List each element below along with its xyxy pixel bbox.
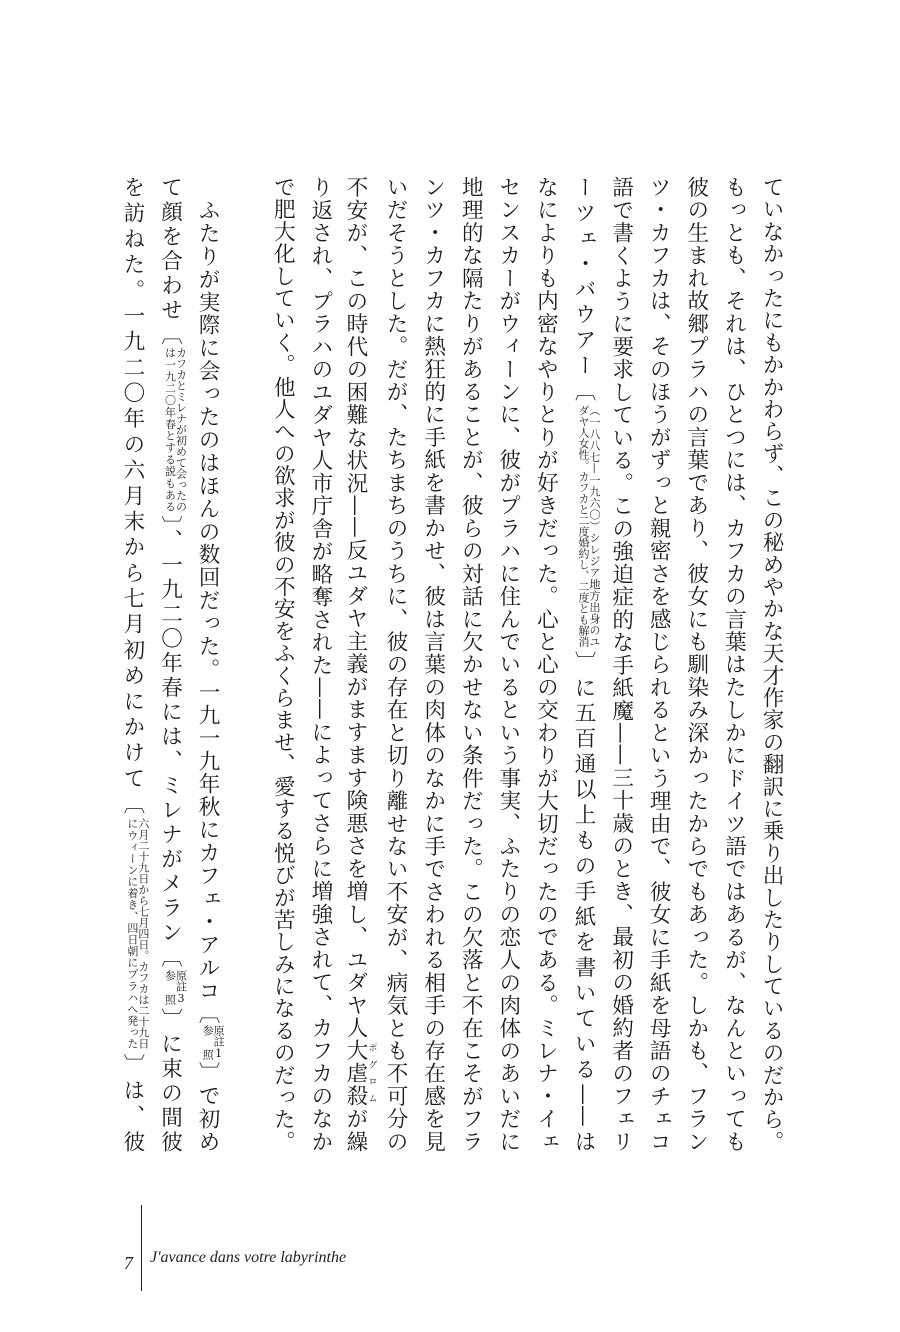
- page-number: 7: [124, 1253, 133, 1273]
- text-column: [640, 176, 678, 1152]
- inline-note-line: 参照: [201, 1025, 215, 1061]
- text-run: 語で書くように要求している。この強迫症的な手紙魔——三十歳のとき、最初の婚約者のフェリ: [608, 176, 634, 1152]
- inline-note-line: 原註3: [174, 970, 188, 1005]
- text-column: [715, 176, 753, 1152]
- text-column: [527, 176, 565, 1152]
- text-run: り返され、プラハのユダヤ人市庁舎が略奪された——によってさらに増強されて、カフカのなか: [307, 176, 333, 1152]
- inline-note-line: は一九二〇年春とする説もある: [163, 347, 177, 513]
- text-column: [489, 176, 527, 1152]
- text-run: で初め: [195, 1084, 221, 1152]
- text-column: [113, 176, 151, 1152]
- text-run: いだそうとした。だが、たちまちのうちに、彼の存在と切り離せない不安が、病気とも不可分の: [383, 176, 409, 1152]
- inline-note-line: （一八八七—一九六〇）シレジア地方出身のユ: [588, 405, 602, 647]
- text-run: ンツ・カフカに熱狂的に手紙を書かせ、彼は言葉の肉体のなかに手でさわれる相手の存在感を見: [420, 176, 446, 1152]
- note-close-bracket: 〕: [571, 647, 597, 677]
- text-run: 、一九二〇年春には、ミレナがメラン: [157, 529, 183, 946]
- note-open-bracket: 〔: [195, 1002, 221, 1026]
- text-run: に五百通以上もの手紙を書いている——は: [571, 676, 597, 1152]
- text-column: [339, 176, 377, 1152]
- body-text: [113, 176, 790, 1152]
- note-open-bracket: 〔: [119, 792, 145, 819]
- note-close-bracket: 〕: [157, 512, 183, 530]
- text-run: ツ・カフカは、そのほうがずっと親密さを感じられるという理由で、彼女に手紙を母語のチェコ: [646, 176, 672, 1152]
- text-column: [602, 176, 640, 1152]
- text-run: に束の間彼: [157, 1032, 183, 1152]
- text-run: センスカーがウィーンに、彼がプラハに住んでいるという事実、ふたりの恋人の肉体のあいだに: [495, 176, 521, 1152]
- footer-divider: [141, 1205, 142, 1291]
- text-run: 不安が、この時代の困難な状況——反ユダヤ主義がますます険悪さを増し、ユダヤ人: [342, 176, 368, 1040]
- ruby-base: 大虐殺: [342, 1039, 368, 1108]
- inline-note: [578, 405, 600, 647]
- ruby-word: [342, 1039, 377, 1108]
- text-column: [414, 176, 452, 1152]
- text-column: [151, 176, 189, 1152]
- note-open-bracket: 〔: [157, 945, 183, 970]
- inline-note: [165, 347, 187, 512]
- text-run: で肥大化していく。他人への欲求が彼の不安をふくらませ、愛する悦びが苦しみになるのだった。: [270, 176, 296, 1152]
- inline-note: [202, 1025, 224, 1060]
- inline-note: [165, 970, 187, 1005]
- running-title: J'avance dans votre labyrinthe: [150, 1249, 347, 1266]
- note-close-bracket: 〕: [119, 1049, 145, 1080]
- inline-note-line: ダヤ人女性。カフカと二度婚約し、二度とも解消: [577, 405, 591, 647]
- text-run: て顔を合わせ: [157, 176, 183, 323]
- text-column: [301, 176, 339, 1152]
- text-column: [189, 176, 227, 1152]
- text-run: ーツェ・バウアー: [571, 176, 597, 380]
- text-run: が繰: [342, 1107, 368, 1152]
- blank-column: [226, 176, 264, 1152]
- text-run: ふたりが実際に会ったのはほんの数回だった。一九一九年秋にカフェ・アルコ: [195, 176, 221, 1003]
- text-run: 彼の生まれ故郷プラハの言葉であり、彼女にも馴染み深かったからでもあった。しかも、フラン: [683, 176, 709, 1152]
- text-column: [564, 176, 602, 1152]
- text-column: [264, 176, 302, 1152]
- text-column: [452, 176, 490, 1152]
- ruby-reading: ポグロム: [366, 1039, 377, 1107]
- note-close-bracket: 〕: [157, 1005, 183, 1033]
- inline-note: [127, 818, 149, 1049]
- text-run: は、彼: [119, 1079, 145, 1152]
- inline-note-line: にウィーンに着き、四日朝にプラハへ発った: [125, 818, 139, 1050]
- text-column: [752, 176, 790, 1152]
- inline-note-line: 原註1: [212, 1025, 226, 1061]
- note-open-bracket: 〔: [157, 322, 183, 348]
- text-run: を訪ねた。一九二〇年の六月末から七月初めにかけて: [119, 176, 145, 793]
- text-run: ていなかったにもかかわらず、この秘めやかな天才作家の翻訳に乗り出したりしているのだから。: [759, 176, 784, 1152]
- text-run: 地理的な隔たりがあることが、彼らの対話に欠かせない条件だった。この欠落と不在こそがフラ: [458, 176, 484, 1152]
- inline-note-line: 六月二十九日から七月四日。カフカは二十九日: [136, 818, 150, 1050]
- inline-note-line: カフカとミレナが初めて会ったの: [174, 347, 188, 513]
- note-close-bracket: 〕: [195, 1060, 221, 1085]
- text-run: なによりも内密なやりとりが好きだった。心と心の交わりが大切だったのである。ミレナ・イェ: [533, 176, 559, 1152]
- note-open-bracket: 〔: [571, 379, 597, 405]
- inline-note-line: 参照: [163, 970, 177, 1005]
- text-column: [376, 176, 414, 1152]
- text-column: [677, 176, 715, 1152]
- text-run: もっとも、それは、ひとつには、カフカの言葉はたしかにドイツ語ではあるが、なんといっても: [721, 176, 747, 1152]
